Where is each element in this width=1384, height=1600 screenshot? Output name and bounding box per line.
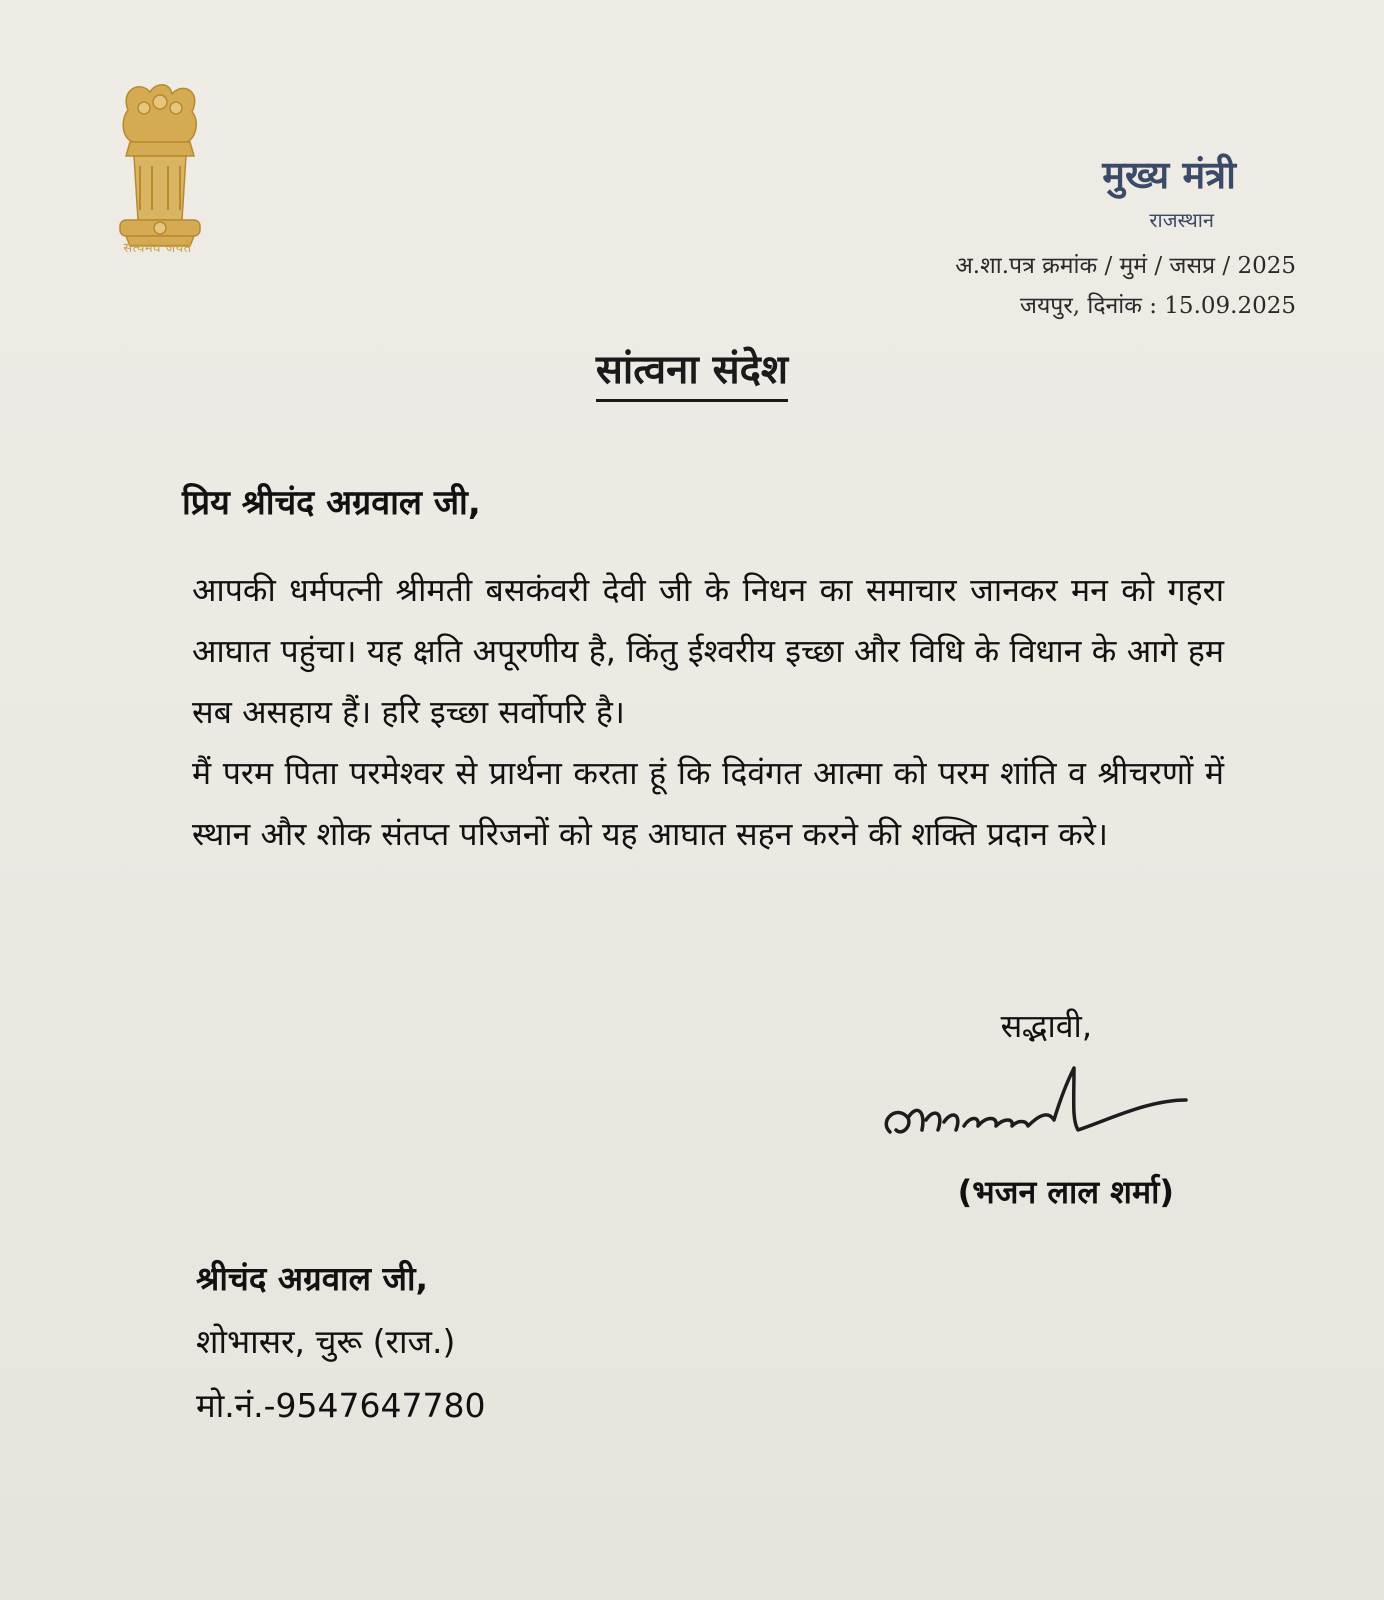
- emblem-motto: सत्यमेव जयते: [123, 241, 192, 256]
- closing: सद्भावी,: [1000, 1007, 1092, 1045]
- body-paragraph-2: मैं परम पिता परमेश्वर से प्रार्थना करता हूं कि दिवंगत आत्मा को परम शांति व श्रीचरणों में स्थान और शोक संतप्त परिजनों को यह आघात सहन करने की शक्ति प्रदान करे।: [192, 754, 1224, 853]
- letter-subject: [0, 340, 1384, 395]
- office-title: मुख्य मंत्री: [1102, 152, 1236, 197]
- date-line: जयपुर, दिनांक : 15.09.2025: [1019, 293, 1296, 319]
- state-emblem-icon: [100, 70, 220, 260]
- subject-text: सांत्वना संदेश: [596, 346, 788, 402]
- reference-number: अ.शा.पत्र क्रमांक / मुमं / जसप्र / 2025: [955, 253, 1296, 279]
- office-state: राजस्थान: [1149, 208, 1214, 232]
- recipient-name: श्रीचंद अग्रवाल जी,: [196, 1259, 429, 1298]
- recipient-address: शोभासर, चुरू (राज.): [196, 1322, 456, 1361]
- handwritten-signature: [868, 1060, 1208, 1170]
- recipient-phone: मो.नं.-9547647780: [196, 1386, 486, 1425]
- body-paragraph-1: आपकी धर्मपत्नी श्रीमती बसकंवरी देवी जी के निधन का समाचार जानकर मन को गहरा आघात पहुंचा। यह क्षति अपूरणीय है, किंतु ईश्वरीय इच्छा और विधि के विधान के आगे हम सब असहाय हैं। हरि इच्छा सर्वोपरि है।: [192, 571, 1224, 731]
- signatory-name: (भजन लाल शर्मा): [957, 1173, 1174, 1211]
- letter-body: [192, 560, 1224, 865]
- salutation: प्रिय श्रीचंद अग्रवाल जी,: [182, 483, 481, 523]
